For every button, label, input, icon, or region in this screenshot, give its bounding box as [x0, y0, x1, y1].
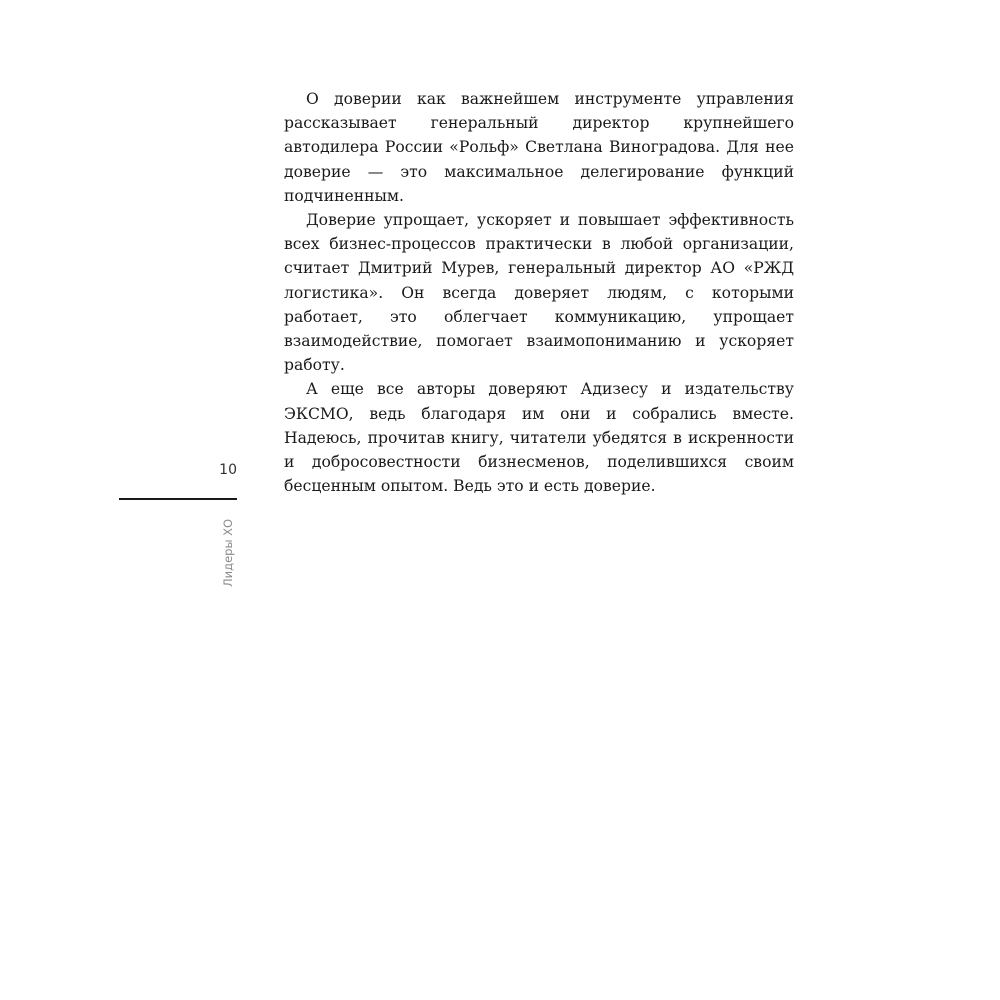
margin-rule [119, 498, 237, 500]
paragraph-2: Доверие упрощает, ускоряет и повышает эффективность всех бизнес-процессов практически в любой организации, считает Дмитрий Мурев, генеральный директор АО «РЖД логистика». Он всегда доверяет людям, с которыми работает, это облегчает коммуникацию, упрощает взаимодействие, помогает взаимопониманию и ускоряет работу. [284, 211, 794, 375]
running-title: Лидеры ХО [221, 518, 235, 587]
page-number: 10 [219, 462, 237, 478]
paragraph-1: О доверии как важнейшем инструменте управления рассказывает генеральный директор крупнейшего автодилера России «Рольф» Светлана Виноградова. Для нее доверие — это максимальное делегирование функций подчиненным. [284, 90, 794, 205]
paragraph-3: А еще все авторы доверяют Адизесу и издательству ЭКСМО, ведь благодаря им они и собрались вместе. Надеюсь, прочитав книгу, читатели убедятся в искренности и добросовестности бизнесменов, поделившихся своим бесценным опытом. Ведь это и есть доверие. [284, 380, 794, 496]
body-text [284, 87, 794, 498]
